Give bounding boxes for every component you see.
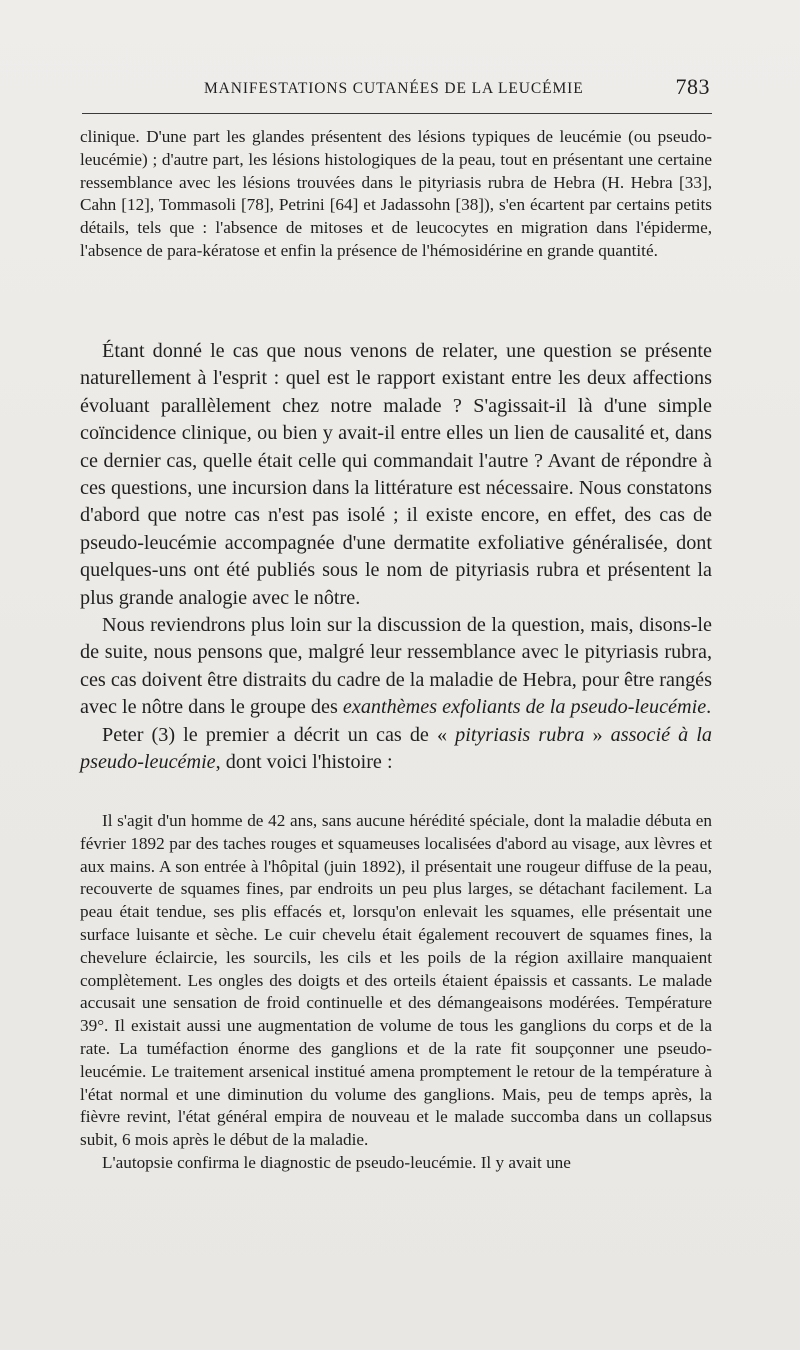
running-title: MANIFESTATIONS CUTANÉES DE LA LEUCÉMIE xyxy=(204,80,584,97)
header-rule xyxy=(82,113,712,114)
paragraph-clinique: clinique. D'une part les glandes présentent des lésions typiques de leucémie (ou pseudo-leucémie) ; d'autre part, les lésions histologiques de la peau, tout en présentant une certaine ressemblance avec les lésions trouvées dans le pityriasis rubra de Hebra (H. Hebra [33], Cahn [12], Tommasoli [78], Petrini [64] et Jadassohn [38]), s'en écartent par certains petits détails, tels que : l'absence de mitoses et de leucocytes en migration dans l'épiderme, l'absence de para-kératose et enfin la présence de l'hémosidérine en grande quantité. xyxy=(80,127,712,260)
main-text-block xyxy=(80,338,712,777)
paragraph-discussion-end: . xyxy=(706,696,712,719)
paragraph-question: Étant donné le cas que nous venons de relater, une question se présente naturellement à l'esprit : quel est le rapport existant entre les deux affections évoluant parallèlement chez notre malade ? S'agissait-il là d'une simple coïncidence clinique, ou bien y avait-il entre elles un lien de causalité et, dans ce dernier cas, quelle était celle qui commandait l'autre ? Avant de répondre à ces questions, une incursion dans la littérature est nécessaire. Nous constatons d'abord que notre cas n'est pas isolé ; il existe encore, en effet, des cas de pseudo-leucémie accompagnée d'une dermatite exfoliative généralisée, dont quelques-uns ont été publiés sous le nom de pityriasis rubra et présentent la plus grande analogie avec le nôtre. xyxy=(80,340,712,609)
paragraph-discussion-italic: exanthèmes exfoliants de la pseudo-leucémie xyxy=(342,696,707,719)
paragraph-discussion xyxy=(80,612,712,722)
paragraph-peter-text: Peter (3) le premier a décrit un cas de « xyxy=(102,723,456,746)
paragraph-discussion-text: Nous reviendrons plus loin sur la discussion de la question, mais, disons-le de suite, nous pensons que, malgré leur ressemblance avec le pityriasis rubra, ces cas doivent être distraits du cadre de la maladie de Hebra, pour être rangés avec le nôtre dans le groupe des xyxy=(80,614,712,719)
running-head xyxy=(82,74,712,104)
paragraph-peter-italic-2: associé à la pseudo-leucémie xyxy=(80,723,713,774)
paragraph-case-history: Il s'agit d'un homme de 42 ans, sans aucune hérédité spéciale, dont la maladie débuta en février 1892 par des taches rouges et squameuses localisées d'abord au visage, aux lèvres et aux mains. A son entrée à l'hôpital (juin 1892), il présentait une rougeur diffuse de la peau, recouverte de squames fines, par endroits un peu plus larges, se détachant facilement. La peau était tendue, ses plis effacés et, lorsqu'on enlevait les squames, elle présentait une surface luisante et sèche. Le cuir chevelu était également recouvert de squames fines, la chevelure éclaircie, les sourcils, les cils et les poils de la région axillaire manquaient complètement. Les ongles des doigts et des orteils étaient épaissis et cassants. Le malade accusait une sensation de froid continuelle et des démangeaisons modérées. Température 39°. Il existait aussi une augmentation de volume de tous les ganglions du corps et de la rate. La tuméfaction énorme des ganglions et de la rate fit soupçonner une pseudo-leucémie. Le traitement arsenical institué amena promptement le retour de la température à l'état normal et une diminution du volume des ganglions. Mais, peu de temps après, la fièvre revint, l'état général empira de nouveau et le malade succomba dans un collapsus subit, 6 mois après le début de la maladie. xyxy=(80,811,712,1150)
case-report-block xyxy=(80,810,712,1175)
continued-paragraph-block xyxy=(80,126,712,263)
paragraph-peter-italic-1: pityriasis rubra xyxy=(455,723,585,746)
paragraph-peter-end: , dont voici l'histoire : xyxy=(215,751,393,774)
paragraph-peter-mid: » xyxy=(584,723,611,746)
page-number: 783 xyxy=(675,74,710,99)
paragraph-peter xyxy=(80,722,712,777)
paragraph-autopsie: L'autopsie confirma le diagnostic de pseudo-leucémie. Il y avait une xyxy=(102,1152,571,1172)
